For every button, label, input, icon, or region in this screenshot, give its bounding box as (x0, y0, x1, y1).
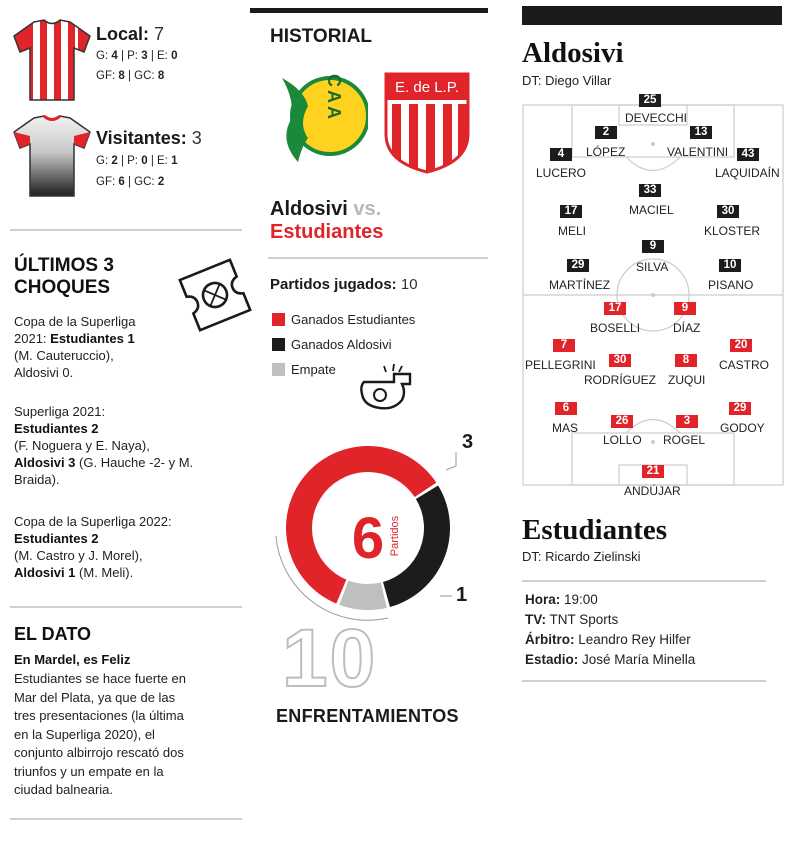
dato-body (14, 670, 236, 800)
player-number: 6 (555, 402, 577, 415)
player-name: LAQUIDAÍN (715, 166, 780, 180)
divider (268, 257, 488, 259)
player-name: MAS (552, 421, 579, 435)
stat-value: 8 (157, 70, 165, 82)
match-1 (14, 313, 242, 381)
team-a-heading: Aldosivi (522, 37, 624, 69)
dato-line: tres presentaciones (la última (14, 708, 184, 723)
player-number: 17 (560, 205, 582, 218)
local-jersey-icon (12, 18, 92, 102)
dato-line: en la Superliga 2020), el (14, 726, 155, 742)
stat-label: GC: (134, 70, 155, 82)
visitor-stats-1: G: 2 | P: 0 | E: 1 (96, 155, 178, 167)
stat-value: 2 (157, 176, 165, 188)
vs-label: vs. (347, 198, 382, 220)
legend-swatch-red (272, 313, 285, 326)
stat-label: GF: (96, 70, 116, 82)
local-label: Local: (96, 24, 150, 44)
match-line: Braida). (14, 472, 60, 487)
info-hora (525, 592, 598, 607)
match-text: 2021: (14, 331, 51, 346)
info-label: TV: (525, 612, 547, 627)
player-name: CASTRO (719, 358, 770, 372)
historial-donut-chart (270, 418, 490, 638)
ultimos-title (14, 255, 114, 299)
historial-title: HISTORIAL (270, 26, 373, 47)
info-label: Hora: (525, 592, 561, 607)
stat-value: 6 (118, 176, 125, 188)
crest-caa-text: CAA (324, 74, 344, 122)
visitor-heading (96, 128, 202, 149)
match-line: (M. Cauteruccio), (14, 348, 114, 363)
player-number: 30 (717, 205, 739, 218)
dato-title: EL DATO (14, 624, 92, 644)
divider (10, 818, 242, 820)
legend-empate (272, 362, 336, 377)
player-name: LÓPEZ (586, 145, 626, 159)
player-name: PISANO (708, 278, 754, 292)
stat-label: P: (127, 155, 139, 167)
top-bar (522, 6, 782, 25)
legend-estudiantes (272, 312, 415, 327)
dato-line: ciudad balnearia. (14, 782, 114, 797)
team-b-coach: DT: Ricardo Zielinski (522, 549, 641, 564)
player-name: MELI (558, 224, 587, 238)
estudiantes-crest-icon (382, 70, 472, 174)
info-value: Leandro Rey Hilfer (574, 632, 691, 647)
player-name: SILVA (636, 260, 669, 274)
stat-label: G: (96, 50, 109, 62)
partidos-line (270, 276, 418, 293)
match-3 (14, 513, 242, 581)
local-count: 7 (154, 24, 165, 44)
info-label: Árbitro: (525, 632, 575, 647)
stat-value: 8 (118, 70, 125, 82)
stat-label: E: (157, 50, 168, 62)
player-number: 20 (730, 339, 752, 352)
stat-label: GF: (96, 176, 116, 188)
stat-label: G: (96, 155, 109, 167)
player-name: KLOSTER (704, 224, 761, 238)
stat-value: 1 (171, 155, 178, 167)
player-number: 17 (604, 302, 626, 315)
local-heading (96, 24, 164, 45)
match-score: Aldosivi 1 (14, 565, 76, 580)
match-line (14, 420, 242, 437)
player-name: ROGEL (663, 433, 706, 447)
match-line (14, 530, 242, 547)
draws-label: 1 (456, 584, 468, 606)
legend-swatch-black (272, 338, 285, 351)
info-tv (525, 612, 618, 627)
divider (522, 680, 766, 682)
match-title (270, 198, 383, 244)
player-number: 21 (642, 465, 664, 478)
stat-value: 3 (141, 50, 148, 62)
match-2 (14, 403, 242, 488)
player-number: 2 (595, 126, 617, 139)
player-name: ANDÚJAR (624, 484, 681, 498)
player-name: DEVECCHI (625, 111, 688, 125)
stat-value: 2 (111, 155, 118, 167)
middle-column (250, 0, 490, 841)
player-name: LUCERO (536, 166, 587, 180)
dato-line: Mar del Plata, ya que de las (14, 689, 176, 705)
legend-label: Ganados Estudiantes (291, 312, 416, 327)
stat-label: P: (127, 50, 139, 62)
stat-value: 0 (141, 155, 148, 167)
match-score: Estudiantes 1 (50, 331, 135, 346)
match-line: Superliga 2021: (14, 404, 106, 419)
match-line: (F. Noguera y E. Naya), (14, 438, 150, 453)
divider (522, 580, 766, 582)
match-text: (M. Meli). (75, 565, 134, 580)
match-line: Aldosivi 0. (14, 365, 74, 380)
match-line: Copa de la Superliga 2022: (14, 514, 172, 529)
divider (10, 229, 242, 231)
big-total: 10 (282, 613, 378, 704)
player-number: 9 (674, 302, 696, 315)
player-number: 29 (567, 259, 589, 272)
partidos-label: Partidos jugados: (270, 276, 397, 293)
player-name: MARTÍNEZ (549, 278, 611, 292)
aldosivi-crest-icon (268, 66, 368, 172)
match-text: (G. Hauche -2- y M. (75, 455, 194, 470)
player-number: 7 (553, 339, 575, 352)
player-name: DÍAZ (673, 321, 701, 335)
match-line: Copa de la Superliga (14, 314, 136, 329)
team-a-coach: DT: Diego Villar (522, 73, 612, 88)
player-name: GODOY (720, 421, 765, 435)
local-stats-2: GF: 8 | GC: 8 (96, 70, 165, 82)
player-number: 26 (611, 415, 633, 428)
visitor-label: Visitantes: (96, 128, 187, 148)
match-line (14, 330, 242, 347)
right-column (522, 0, 784, 841)
dato-line: Estudiantes se hace fuerte en (14, 671, 187, 686)
local-stats-1: G: 4 | P: 3 | E: 0 (96, 50, 178, 62)
top-bar (250, 8, 488, 13)
ultimos-title-line-1: ÚLTIMOS 3 (14, 255, 114, 276)
player-number: 43 (737, 148, 759, 161)
player-number: 8 (675, 354, 697, 367)
info-label: Estadio: (525, 652, 579, 667)
aldosivi-wins-label: 3 (462, 431, 474, 453)
legend-swatch-gray (272, 363, 285, 376)
player-name: VALENTINI (667, 145, 729, 159)
stat-label: GC: (134, 176, 155, 188)
left-column (10, 0, 242, 841)
match-score: Estudiantes 2 (14, 531, 99, 546)
dato-line: conjunto albirrojo rescató dos (14, 745, 184, 760)
player-name: RODRÍGUEZ (584, 373, 656, 387)
player-number: 4 (550, 148, 572, 161)
info-value: TNT Sports (546, 612, 619, 627)
stat-value: 4 (111, 50, 118, 62)
whistle-icon (354, 362, 416, 418)
player-number: 30 (609, 354, 631, 367)
dato-subtitle: En Mardel, es Feliz (14, 652, 131, 667)
donut-center-sub: Partidos (389, 515, 401, 557)
match-score: Estudiantes 2 (14, 421, 99, 436)
team-a-name: Aldosivi (270, 198, 348, 220)
player-name: PELLEGRINI (525, 358, 596, 372)
player-number: 29 (729, 402, 751, 415)
stat-label: E: (157, 155, 168, 167)
legend-aldosivi (272, 337, 391, 352)
info-value: José María Minella (578, 652, 696, 667)
ultimos-title-line-2: CHOQUES (14, 277, 111, 298)
info-arbitro (525, 632, 691, 647)
visitor-jersey-icon (12, 114, 92, 198)
stat-value: 0 (171, 50, 178, 62)
team-b-name: Estudiantes (270, 221, 384, 243)
player-number: 3 (676, 415, 698, 428)
enfrentamientos-label: ENFRENTAMIENTOS (276, 706, 459, 726)
divider (10, 606, 242, 608)
player-number: 9 (642, 240, 664, 253)
player-name: BOSELLI (590, 321, 641, 335)
player-number: 25 (639, 94, 661, 107)
player-name: LOLLO (603, 433, 642, 447)
player-name: MACIEL (629, 203, 674, 217)
match-line: (M. Castro y J. Morel), (14, 548, 143, 563)
player-number: 33 (639, 184, 661, 197)
info-value: 19:00 (560, 592, 598, 607)
match-line (14, 454, 242, 471)
dato-line: triunfos y un empate en la (14, 763, 164, 779)
match-line (14, 564, 242, 581)
partidos-value: 10 (400, 276, 418, 293)
player-number: 13 (690, 126, 712, 139)
team-b-heading: Estudiantes (522, 514, 668, 546)
legend-label: Ganados Aldosivi (291, 337, 392, 352)
donut-segment-empate (339, 580, 386, 610)
player-name: ZUQUI (668, 373, 706, 387)
match-score: Aldosivi 3 (14, 455, 76, 470)
crest-edelp-text: E. de L.P. (395, 79, 459, 96)
legend-label: Empate (291, 362, 336, 377)
info-estadio (525, 652, 695, 667)
player-number: 10 (719, 259, 741, 272)
donut-center-value: 6 (351, 506, 385, 571)
visitor-count: 3 (191, 128, 202, 148)
visitor-stats-2: GF: 6 | GC: 2 (96, 176, 165, 188)
